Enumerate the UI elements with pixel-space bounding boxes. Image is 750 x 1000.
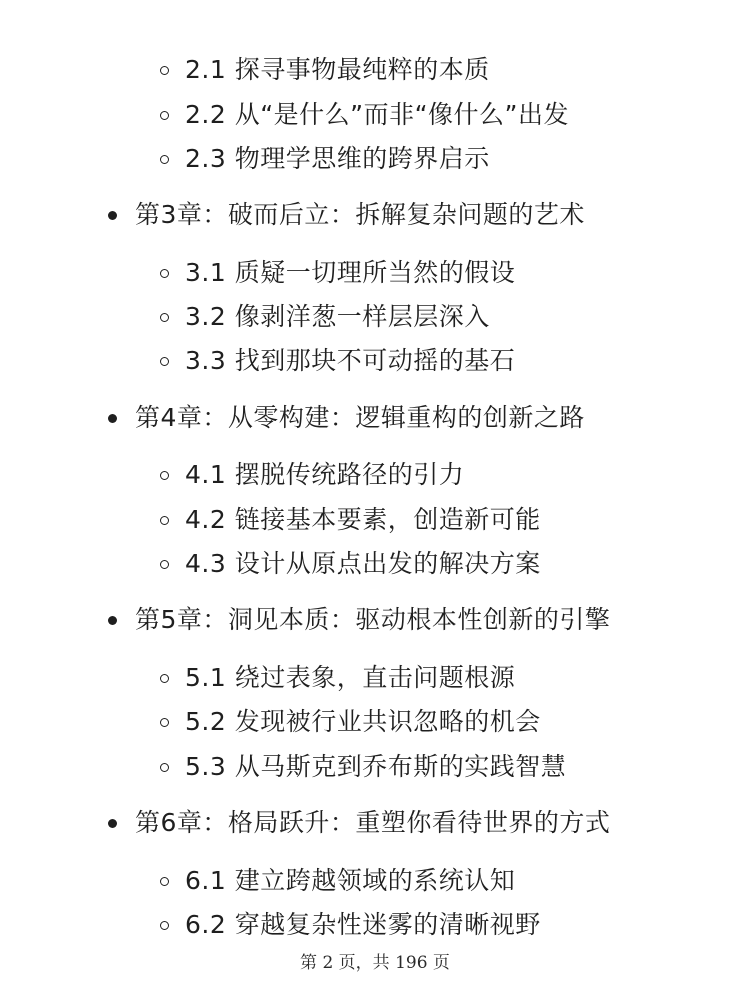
hollow-bullet-icon bbox=[160, 516, 169, 525]
toc-section-title: 4.3 设计从原点出发的解决方案 bbox=[185, 549, 541, 578]
toc-chapter-5[interactable] bbox=[108, 600, 610, 640]
toc-section-4-3[interactable] bbox=[160, 544, 541, 584]
toc-chapter-title: 第3章：破而后立：拆解复杂问题的艺术 bbox=[135, 200, 585, 229]
toc-chapter-3[interactable] bbox=[108, 195, 585, 235]
hollow-bullet-icon bbox=[160, 471, 169, 480]
toc-section-title: 2.1 探寻事物最纯粹的本质 bbox=[185, 55, 490, 84]
toc-section-title: 3.2 像剥洋葱一样层层深入 bbox=[185, 302, 490, 331]
hollow-bullet-icon bbox=[160, 718, 169, 727]
hollow-bullet-icon bbox=[160, 269, 169, 278]
toc-section-3-2[interactable] bbox=[160, 297, 490, 337]
hollow-bullet-icon bbox=[160, 921, 169, 930]
toc-section-title: 4.1 摆脱传统路径的引力 bbox=[185, 460, 465, 489]
hollow-bullet-icon bbox=[160, 877, 169, 886]
toc-section-title: 6.2 穿越复杂性迷雾的清晰视野 bbox=[185, 910, 541, 939]
page-number-footer: 第 2 页，共 196 页 bbox=[300, 953, 450, 973]
filled-bullet-icon bbox=[108, 819, 117, 828]
toc-section-4-1[interactable] bbox=[160, 455, 464, 495]
toc-section-3-1[interactable] bbox=[160, 253, 515, 293]
toc-section-6-2[interactable] bbox=[160, 905, 541, 945]
toc-chapter-title: 第5章：洞见本质：驱动根本性创新的引擎 bbox=[135, 605, 611, 634]
toc-section-title: 2.2 从“是什么”而非“像什么”出发 bbox=[185, 100, 570, 129]
toc-section-3-3[interactable] bbox=[160, 341, 515, 381]
toc-section-5-2[interactable] bbox=[160, 702, 541, 742]
toc-chapter-title: 第6章：格局跃升：重塑你看待世界的方式 bbox=[135, 808, 611, 837]
filled-bullet-icon bbox=[108, 414, 117, 423]
hollow-bullet-icon bbox=[160, 111, 169, 120]
toc-section-title: 5.2 发现被行业共识忽略的机会 bbox=[185, 707, 541, 736]
toc-chapter-6[interactable] bbox=[108, 803, 610, 843]
filled-bullet-icon bbox=[108, 211, 117, 220]
hollow-bullet-icon bbox=[160, 763, 169, 772]
toc-section-title: 5.3 从马斯克到乔布斯的实践智慧 bbox=[185, 752, 567, 781]
toc-section-title: 5.1 绕过表象，直击问题根源 bbox=[185, 663, 516, 692]
hollow-bullet-icon bbox=[160, 357, 169, 366]
toc-chapter-title: 第4章：从零构建：逻辑重构的创新之路 bbox=[135, 403, 585, 432]
toc-section-2-3[interactable] bbox=[160, 139, 490, 179]
toc-section-title: 4.2 链接基本要素，创造新可能 bbox=[185, 505, 541, 534]
toc-section-5-3[interactable] bbox=[160, 747, 566, 787]
hollow-bullet-icon bbox=[160, 674, 169, 683]
toc-section-title: 3.1 质疑一切理所当然的假设 bbox=[185, 258, 516, 287]
toc-section-4-2[interactable] bbox=[160, 500, 541, 540]
toc-section-2-2[interactable] bbox=[160, 95, 569, 135]
hollow-bullet-icon bbox=[160, 155, 169, 164]
toc-section-2-1[interactable] bbox=[160, 50, 490, 90]
toc-chapter-4[interactable] bbox=[108, 398, 585, 438]
hollow-bullet-icon bbox=[160, 313, 169, 322]
toc-section-title: 2.3 物理学思维的跨界启示 bbox=[185, 144, 490, 173]
toc-section-title: 6.1 建立跨越领域的系统认知 bbox=[185, 866, 516, 895]
toc-section-title: 3.3 找到那块不可动摇的基石 bbox=[185, 346, 516, 375]
toc-section-5-1[interactable] bbox=[160, 658, 515, 698]
hollow-bullet-icon bbox=[160, 66, 169, 75]
filled-bullet-icon bbox=[108, 616, 117, 625]
hollow-bullet-icon bbox=[160, 560, 169, 569]
toc-section-6-1[interactable] bbox=[160, 861, 515, 901]
